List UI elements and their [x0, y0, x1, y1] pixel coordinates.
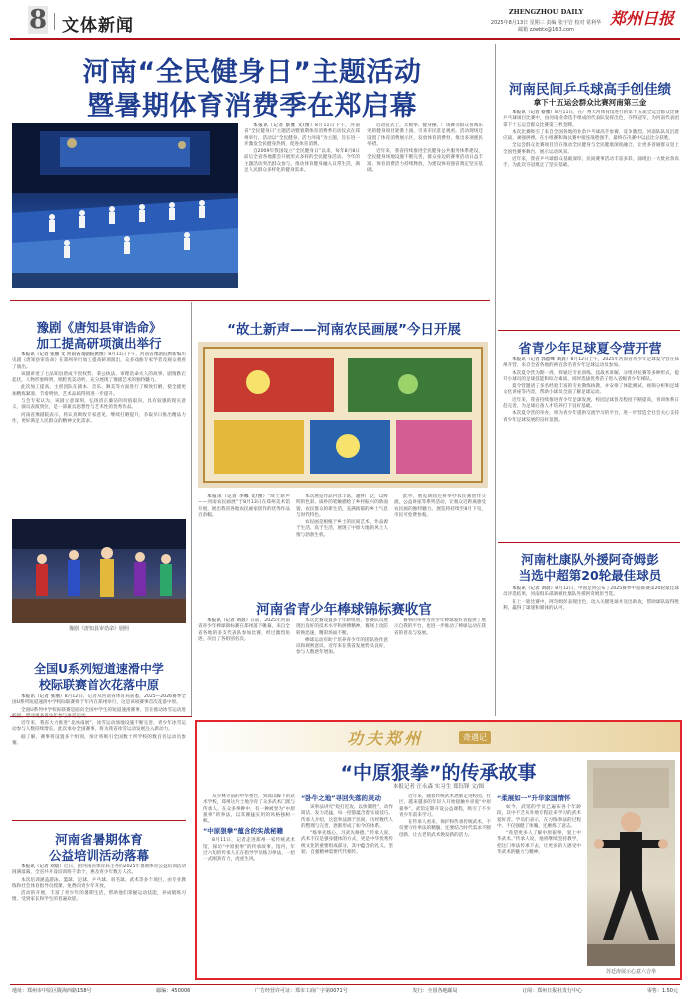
fitness-event-photo	[12, 123, 238, 288]
football-headline: 省青少年足球夏令营开营	[518, 342, 662, 357]
player-headline-2: 当选中超第20轮最佳球员	[518, 568, 662, 583]
summer-headline-1: 河南省暑期体育	[55, 832, 143, 847]
pingpong-headline: 河南民间乒乓球高手创佳绩	[509, 82, 671, 98]
opera-body	[12, 352, 186, 514]
exhibition-para-1: “故土新声——河南农民画展”于8月13日在郑州美术馆开展，展出我省各地农民画家创作的优秀作品百余幅。	[198, 494, 290, 518]
header-rule	[10, 38, 680, 40]
football-para-2: 本次夏令营为期一周，将通过专业训练、技战术讲解、分组对抗赛等多种形式，提升小球员的足球技能和综合素质，同时选拔优秀苗子进入省级青少年梯队。	[503, 370, 679, 382]
mail-line: 邮箱 zzwbtx@163.com	[518, 27, 574, 33]
stage-illustration	[12, 123, 238, 288]
painting-illustration	[198, 342, 488, 488]
feature-para-c1: 近年来，随着传统武术逐渐走进校园、社区，越来越多的年轻人开始接触并喜爱“中原狠拳”。武馆定期开设公益课程，吸引了不少青少年前来学习。	[399, 794, 491, 818]
footer-rule	[10, 984, 680, 985]
opera-stage-illustration	[12, 519, 186, 623]
opera-photo-caption: 豫剧《唐知县审诰命》剧照	[68, 626, 129, 632]
column-divider-right	[495, 44, 496, 716]
feature-para-d2: “希望更多人了解中原狠拳，爱上中华武术。”传承人说，他将继续坚持教学，把这门拳法传承下去，让更多的人感受中华武术的魅力与精神。	[497, 831, 581, 856]
top-story-byline: 本报讯（记者 蔡雅 文/图）	[253, 123, 316, 128]
football-byline: 本报讯（记者 郭韶峰 刘晨）	[512, 357, 571, 362]
football-para-4: 近年来，我省持续推进青少年足球发展，校园足球普及程度不断提高，青训体系日趋完善，为足球后备人才培养打下良好基础。	[503, 397, 679, 410]
feature-subhead-1: “卧牛之地”寻回失落的灵动	[301, 794, 382, 802]
footer	[12, 987, 678, 996]
exhibition-para-2: 本次展览作品内容丰富，题材广泛，以鲜明的色彩、质朴的笔触描绘了乡村振兴的新面貌、农民群众的新生活，充满浓郁的乡土气息与时代特色。	[296, 494, 388, 518]
skating-headline-2: 校际联赛首次花落中原	[38, 678, 159, 692]
pingpong-para-2: 本次比赛吸引了来自全国各地的业余乒乓球高手参赛，竞争激烈。河南队队员沉着应战，顽强拼搏，在小组赛和淘汰赛中接连战胜强手，最终在决赛中以总比分获胜。	[503, 129, 679, 142]
kungfu-figure-illustration	[587, 760, 675, 966]
player-para-1: 8月12日，中国足协公布了2025赛季中超联赛第20轮最佳球员评选结果，河南俱乐部酒祖杜康队外援阿奇姆彭当选。	[503, 586, 679, 598]
opera-headline-1: 豫剧《唐知县审诰命》	[36, 320, 162, 335]
feature-col-3	[399, 794, 491, 978]
opera-photo	[12, 519, 186, 623]
footer-postcode: 邮编：450006	[156, 988, 191, 994]
football-para-5: 本次夏令营的举办，将为青少年提供交流学习的平台，进一步营造全社会关心支持青少年足球发展的良好氛围。	[503, 411, 679, 423]
footer-license: 广告经营许可证：郑市工商广字第0071号	[255, 988, 348, 994]
baseball-byline: 本报讯（记者 刘晨）	[207, 618, 251, 623]
exhibition-headline: “故土新声——河南农民画展”今日开展	[227, 322, 461, 338]
feature-para-c2: 在传承人看来，保护和传承传统武术，不仅要守住拳法的精髓，还要结合时代需求不断创新，让古老的武术焕发新的活力。	[399, 820, 491, 838]
summer-para-2: 本次培训涵盖游泳、篮球、足球、乒乓球、羽毛球、武术等多个项目，由专业教练和社会体育指导员授课，免费向青少年开放。	[12, 877, 186, 889]
summer-byline: 本报讯（记者 刘晨）	[21, 864, 64, 869]
summer-para-3: 活动的开展，丰富了青少年的暑期生活，帮助他们掌握运动技能，养成锻炼习惯，受到家长和学生的普遍欢迎。	[12, 891, 186, 903]
baseball-body	[198, 618, 490, 710]
exhibition-byline: 本报讯（记者 李娜 文/图）	[207, 494, 268, 499]
summer-body	[12, 864, 186, 976]
skating-byline: 本报讯（记者 张丽）	[21, 694, 65, 699]
feature-para-a1: 从少林寺前的中华香台，到嵩山脚下的武术学校，郑州这片土地孕育了众多武术门派与传承人。在众多拳种中，有一种被誉为“中原狠拳”的拳法，以其刚猛实用的风格独树一帜。	[203, 794, 295, 825]
pingpong-para-3: 全运会群众比赛项目旨在推动全民健身与全民健康深度融合，让更多普通群众登上全国性赛事舞台，展示运动风采。	[503, 143, 679, 155]
exhibition-body	[198, 494, 490, 600]
summer-para-1: 近日，由河南省体育局主办的2025年暑期体育公益培训活动圆满落幕，全省共开设培训班千余个，惠及青少年数万人次。	[12, 864, 186, 876]
feature-series-tag: 奇遇记	[459, 731, 491, 744]
brand-logo: 郑州日报	[610, 9, 675, 28]
top-story-para-2: 自2009年我国设立“全民健身日”以来，每年8月8日前后全省各地都会开展形式多样的全民健身活动。今年的主题活动突出群众参与，推动体育健身融入日常生活，满足人民群众多样化的健身需求。	[244, 149, 360, 174]
opera-para-3: 此次加工提高，主创团队在剧本、音乐、舞美等方面进行了细致打磨，使全剧更加精炼紧凑、节奏明快，艺术品质得到进一步提升。	[12, 385, 186, 397]
feature-para-a2: 8月11日，记者走进郑州一家传统武术馆，探访“中原狠拳”的传承故事。馆内，年过六旬的传承人正在指导学员练习拳法，一招一式刚劲有力，虎虎生风。	[203, 838, 295, 863]
pingpong-para-4: 近年来，我省乒乓球群众基础深厚，民间赛事活动丰富多彩，涌现出一大批业余高手，为此次夺冠奠定了坚实基础。	[503, 157, 679, 169]
exhibition-para-4: 此外，展览期间还将举办农民画创作交流、公益讲座等系列活动，让观众近距离感受农民画的独特魅力。展览将持续至8月下旬，市民可免费参观。	[394, 494, 486, 518]
row-rule-1	[10, 300, 490, 301]
pingpong-body	[503, 110, 679, 326]
feature-col-1	[203, 794, 295, 978]
baseball-headline: 河南省青少年棒球锦标赛收官	[256, 602, 432, 618]
left-rule	[12, 820, 186, 821]
football-para-1: 8月12日上午，2025年河南省青少年足球夏令营在郑州开营，来自全省各地的两百余名青少年足球运动员参加。	[503, 357, 679, 369]
kungfu-photo-caption: 苏廷涛展示心意六合拳	[605, 969, 656, 975]
row-rule-right-2	[498, 542, 680, 543]
feature-para-b1: 该拳法讲究“短打近攻、以快制胜”，动作简洁、发力迅猛，每一招都蕴含着实战技巧。传承人介绍，这套拳法源于民间，历经数代人的整理与完善，逐渐形成了如今的体系。	[301, 805, 393, 829]
baseball-para-2: 本次比赛设置多个年龄组别，参赛队员展现出良好的技术水平和拼搏精神，赛场上攻防转换迅速，精彩场面不断。	[296, 618, 388, 636]
top-story-para-3: 启动仪式上，太极拳、健身操、广场舞等群众喜闻乐见的健身项目轮番上演，引来市民驻足观看。活动现场还设置了体育消费展示区，发放体育消费券，推出多项惠民举措。	[367, 123, 483, 147]
feature-para-d1: 如今，武馆的学员已遍布各个年龄段，其中不乏从外地专程赶来学习的武术爱好者。学员们表示，在习练拳法的过程中，不仅强健了体魄，还磨炼了意志。	[497, 805, 581, 829]
feature-series-title: 功夫郑州	[347, 729, 424, 748]
footer-distribution: 发行：全国各地邮局	[412, 988, 458, 994]
opera-para-4: 与会专家认为，该剧立意深刻，弘扬清正廉洁的价值取向，具有较强的现实意义，演员表演到位，是一部兼具思想性与艺术性的优秀作品。	[12, 399, 186, 411]
pingpong-para-1: 8月11日，在广州天河体育馆进行的第十五届全运会群众比赛乒乓球项目比赛中，由河南业余选手组成的代表队发挥出色，夺得冠军，为河南代表团拿下十五运会群众比赛第三枚金牌。	[503, 110, 679, 128]
top-story-para-4: 近年来，我省持续推进全民健身公共服务体系建设，全民健身场地设施不断完善，群众身边的赛事活动日益丰富，体育消费活力持续释放，为建设体育强省奠定坚实基础。	[367, 149, 483, 174]
player-para-2: 在上一轮比赛中，阿奇姆彭表现出色，攻入关键进球并送出助攻，帮助球队取得胜利，赢得了球迷和媒体的认可。	[503, 599, 679, 611]
footer-price: 零售：1.50元	[646, 988, 678, 994]
feature-box	[195, 720, 682, 980]
page-number: 8	[28, 5, 48, 35]
football-para-3: 夏令营邀请了多名经验丰富的专业教练执教，并安排了体能测试、视频分析和足球文化讲座等内容，帮助小球员全面了解足球运动。	[503, 384, 679, 396]
baseball-para-1: 日前，2025年河南省青少年棒球锦标赛在郑州落下帷幕，来自全省各地的多支代表队参加比赛，经过激烈角逐，决出了各组别名次。	[198, 618, 290, 642]
exhibition-para-3: 农民画是根植于乡土的民间艺术，作品源于生活、高于生活，展现了中原大地的风土人情与勃勃生机。	[296, 520, 388, 538]
baseball-para-3: 棒球运动有助于培养青少年的团队协作意识和规则意识，近年来在我省发展势头良好，参与人数逐年增加。	[296, 637, 388, 656]
feature-banner	[197, 722, 680, 752]
kungfu-photo	[587, 760, 675, 966]
pingpong-subheadline: 拿下十五运会群众比赛河南第三金	[533, 98, 647, 107]
player-byline: 本报讯（记者 刘晨）	[512, 586, 556, 591]
feature-para-b2: “练拳先练心，习武先修德。”传承人说，武术不仅是强身健体的方式，更是中华优秀传统文化的重要组成部分，其中蕴含的礼义、坚韧、自强精神需要代代相传。	[301, 831, 393, 856]
feature-col-4	[497, 794, 581, 978]
summer-headline-2: 公益培训活动落幕	[48, 848, 149, 863]
exhibition-photo	[198, 342, 488, 488]
skating-para-3: 近年来，我省大力推进“北冰南展”，冰雪运动场地设施不断完善，青少年冰雪运动参与人数持续增长。此次承办全国赛事，将为我省冰雪运动发展注入新动力。	[12, 721, 186, 733]
skating-headline-1: 全国U系列短道速滑中学	[34, 662, 164, 676]
footer-subscription: 订阅：郑州日报社发行中心	[522, 988, 583, 994]
opera-byline: 本报讯（记者 张丽 文 河南省戏剧院供图）	[21, 352, 109, 357]
pingpong-byline: 本报讯（记者 蔡雅）	[512, 110, 555, 115]
brand-english: ZHENGZHOU DAILY	[508, 8, 584, 16]
date-line: 2025年8月13日 星期三 责编 张宇岩 校对 常利华	[490, 20, 602, 26]
skating-para-4: 据了解，赛事将设置多个组别，预计将吸引全国数十所学校的数百名运动员参赛。	[12, 734, 186, 747]
section-divider	[54, 13, 55, 30]
top-story-headline-2: 暨暑期体育消费季在郑启幕	[87, 91, 417, 122]
section-title: 文体新闻	[62, 16, 134, 36]
feature-col-2	[301, 794, 393, 978]
footer-address: 地址：郑州市中原区陇海西路158号	[12, 988, 92, 994]
feature-byline: 本报记者 汪永森 实习生 郑钰锋 文/图	[392, 784, 485, 790]
skating-para-2: 全国U系列中学校际联赛是面向全国中学生的短道速滑赛事，旨在推动冰雪运动进校园，带动更多青少年参与冰雪运动。	[12, 707, 186, 719]
top-story-para-1: 8月11日下午，河南省“全民健身日”主题活动暨暑期体育消费季启动仪式在郑州举行，活动以“全民健身、活力河南”为主题，旨在进一步激发全民健身热情，促进体育消费。	[244, 123, 360, 147]
skating-body	[12, 694, 186, 814]
feature-subhead-2: “中原狠拳”蕴含的实战秘籍	[203, 827, 284, 836]
feature-subhead-3: “柔展如一”升华家国情怀	[497, 794, 571, 802]
player-body	[503, 586, 679, 712]
top-story-body	[244, 123, 484, 293]
opera-para-1: 8月11日下午，河南省豫剧院携新编历史剧《唐知县审诰命》在郑州举行加工提高研项演出，众多戏曲专家学者及观众观看了演出。	[12, 352, 186, 370]
row-rule-right	[498, 330, 680, 331]
column-divider-left	[191, 302, 192, 716]
opera-headline-2: 加工提高研项演出举行	[36, 336, 162, 351]
top-story-headline-1: 河南“全民健身日”主题活动	[82, 57, 422, 88]
masthead	[10, 4, 680, 38]
football-body	[503, 357, 679, 535]
player-headline-1: 河南杜康队外援阿奇姆彭	[521, 552, 659, 567]
opera-para-5: 河南省豫剧院表示，将认真吸收专家意见，继续打磨提升，争取早日推出精品力作，更好满足人民群众的精神文化需求。	[12, 412, 186, 424]
skating-para-1: 8月12日，记者从河南省体育局获悉，2025—2026赛季全国U系列短道速滑中学校际联赛将于年内在郑州举行，这是该项赛事首次花落中原。	[12, 694, 186, 706]
feature-headline: “中原狠拳”的传承故事	[340, 762, 537, 784]
baseball-para-4: 赛事的举办为青少年棒球爱好者提供了展示自我的平台，也进一步推动了棒球运动在我省的普及与发展。	[394, 618, 486, 636]
opera-para-2: 该剧讲述了七品知县唐成不畏权势、秉公执法、审理诰命夫人的故事，剧情跌宕起伏，人物形象鲜明，唱腔优美动听，充分展现了豫剧艺术的独特魅力。	[12, 371, 186, 384]
